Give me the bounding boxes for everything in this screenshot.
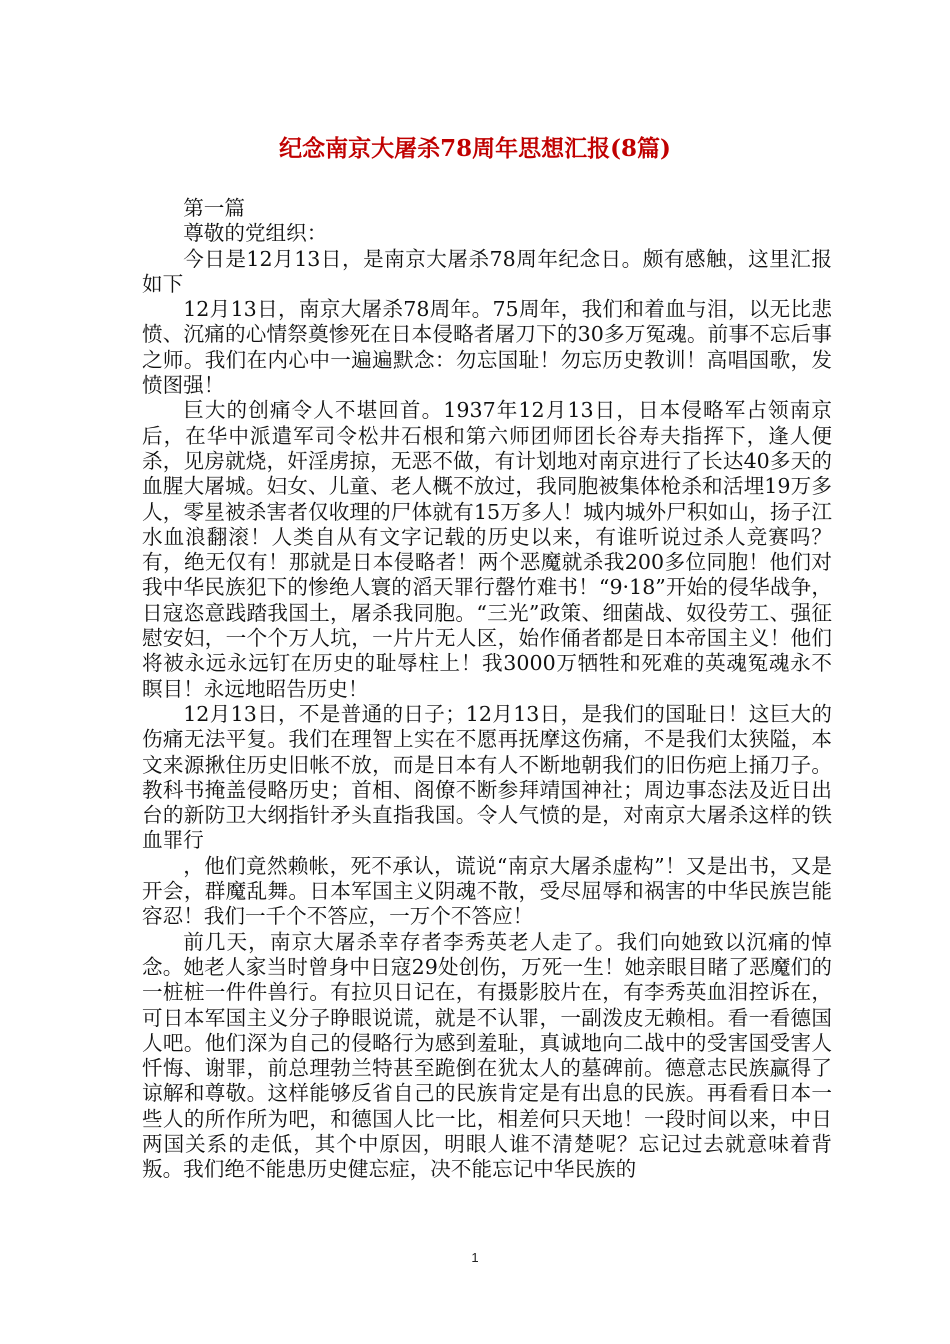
page-number: 1	[471, 1250, 479, 1265]
body-paragraph: 12月13日，不是普通的日子；12月13日，是我们的国耻日！这巨大的伤痛无法平复。我们在理智上实在不愿再抚摩这伤痛，不是我们太狭隘，本文来源揪住历史旧帐不放，而是日本有人不断地朝我们的旧伤疤上捅刀子。教科书掩盖侵略历史；首相、阁僚不断参拜靖国神社；周边事态法及近日出台的新防卫大纲指针矛头直指我国。令人气愤的是，对南京大屠杀这样的铁血罪行	[142, 701, 832, 853]
body-paragraph: ，他们竟然赖帐，死不承认，谎说“南京大屠杀虚构”！又是出书，又是开会，群魔乱舞。日本军国主义阴魂不散，受尽屈辱和祸害的中华民族岂能容忍！我们一千个不答应，一万个不答应！	[142, 853, 832, 929]
document-body	[142, 196, 832, 1183]
body-paragraph: 今日是12月13日，是南京大屠杀78周年纪念日。颇有感触，这里汇报如下	[142, 246, 832, 296]
body-paragraph: 巨大的创痛令人不堪回首。1937年12月13日，日本侵略军占领南京后，在华中派遣军司令松井石根和第六师团师团长谷寿夫指挥下，逢人便杀，见房就烧，奸淫虏掠，无恶不做，有计划地对南京进行了长达40多天的血腥大屠城。妇女、儿童、老人概不放过，我同胞被集体枪杀和活埋19万多人，零星被杀害者仅收理的尸体就有15万多人！城内城外尸积如山，扬子江水血浪翻滚！人类自从有文字记载的历史以来，有谁听说过杀人竞赛吗？有，绝无仅有！那就是日本侵略者！两个恶魔就杀我200多位同胞！他们对我中华民族犯下的惨绝人寰的滔天罪行罄竹难书！“9·18”开始的侵华战争，日寇恣意践踏我国土，屠杀我同胞。“三光”政策、细菌战、奴役劳工、强征慰安妇，一个个万人坑，一片片无人区，始作俑者都是日本帝国主义！他们将被永远永远钉在历史的耻辱柱上！我3000万牺牲和死难的英魂冤魂永不瞑目！永远地昭告历史！	[142, 398, 832, 701]
document-title: 纪念南京大屠杀78周年思想汇报(8篇)	[279, 135, 671, 162]
salutation: 尊敬的党组织：	[183, 221, 328, 246]
body-paragraph: 12月13日，南京大屠杀78周年。75周年，我们和着血与泪，以无比悲愤、沉痛的心情祭奠惨死在日本侵略者屠刀下的30多万冤魂。前事不忘后事之师。我们在内心中一遍遍默念：勿忘国耻！勿忘历史教训！高唱国歌，发愤图强！	[142, 297, 832, 398]
section-heading: 第一篇	[183, 196, 245, 220]
body-paragraph: 前几天，南京大屠杀幸存者李秀英老人走了。我们向她致以沉痛的悼念。她老人家当时曾身中日寇29处创伤，万死一生！她亲眼目睹了恶魔们的一桩桩一件件兽行。有拉贝日记在，有摄影胶片在，有李秀英血泪控诉在，可日本军国主义分子睁眼说谎，就是不认罪，一副泼皮无赖相。看一看德国人吧。他们深为自己的侵略行为感到羞耻，真诚地向二战中的受害国受害人忏悔、谢罪，前总理勃兰特甚至跪倒在犹太人的墓碑前。德意志民族赢得了谅解和尊敬。这样能够反省自己的民族肯定是有出息的民族。再看看日本一些人的所作所为吧，和德国人比一比，相差何只天地！一段时间以来，中日两国关系的走低，其个中原因，明眼人谁不清楚呢？忘记过去就意味着背叛。我们绝不能患历史健忘症，决不能忘记中华民族的	[142, 929, 832, 1182]
